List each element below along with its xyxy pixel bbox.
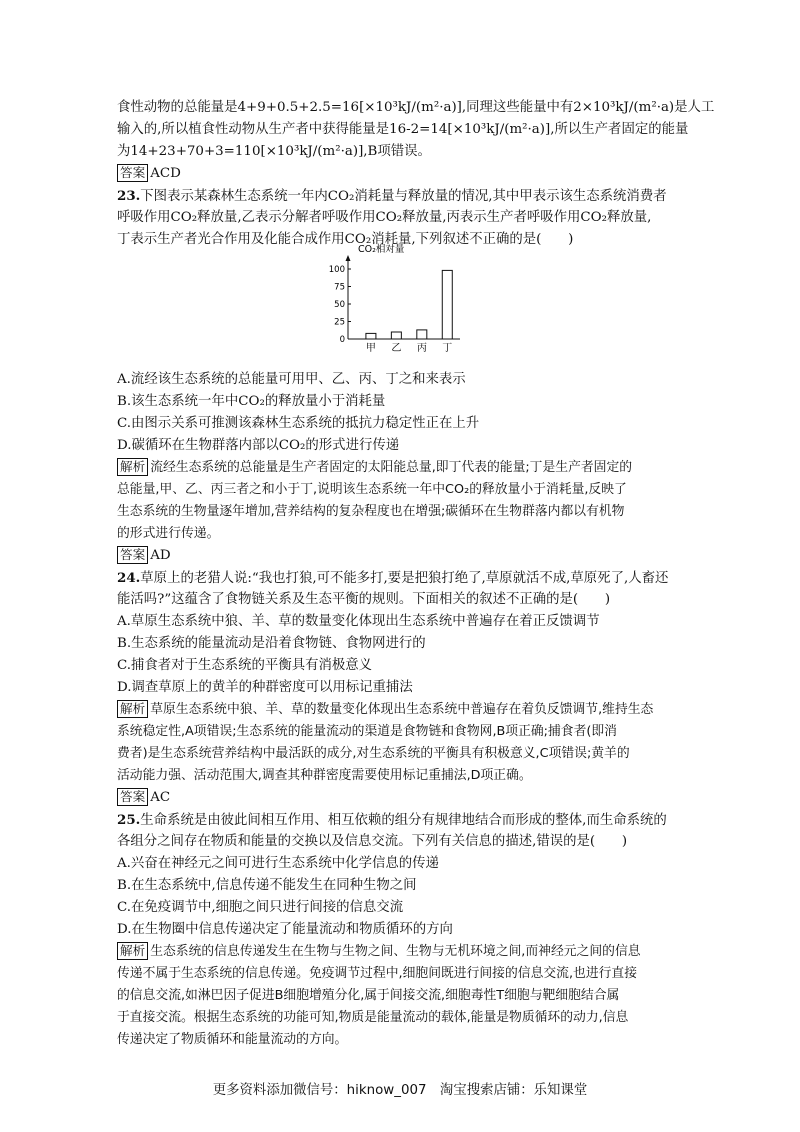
option-a: A.兴奋在神经元之间可进行生态系统中化学信息的传递 xyxy=(117,856,439,871)
answer-tag: 答案 xyxy=(117,546,148,564)
analysis-tag: 解析 xyxy=(117,942,148,960)
option-d: D.碳循环在生物群落内部以CO₂的形式进行传递 xyxy=(117,438,400,453)
x-tick-label: 甲 xyxy=(365,343,376,354)
x-tick-label: 丁 xyxy=(442,343,453,354)
analysis-line: 于直接交流。根据生态系统的功能可知,物质是能量流动的载体,能量是物质循环的动力,信息 xyxy=(117,1010,629,1025)
bar xyxy=(391,332,401,339)
y-tick-label: 50 xyxy=(334,300,345,310)
analysis-line: 的信息交流,如淋巴因子促进B细胞增殖分化,属于间接交流,细胞毒性T细胞与靶细胞结合属 xyxy=(117,988,620,1003)
analysis-text: 流经生态系统的总能量是生产者固定的太阳能总量,即丁代表的能量;丁是生产者固定的 xyxy=(150,460,633,475)
analysis-line: 活动能力强、活动范围大,调查其种群密度需要使用标记重捕法,D项正确。 xyxy=(117,768,532,783)
answer-value: ACD xyxy=(150,166,181,181)
analysis-line xyxy=(117,941,687,963)
question-24-stem xyxy=(117,567,687,590)
answer-tag: 答案 xyxy=(117,788,148,806)
y-tick-label: 25 xyxy=(334,317,345,328)
text-line: 丁表示生产者光合作用及化能合成作用CO₂消耗量,下列叙述不正确的是( ) xyxy=(117,232,574,247)
question-text: 草原上的老猎人说:“我也打狼,可不能多打,要是把狼打绝了,草原就活不成,草原死了,人畜还 xyxy=(140,571,669,586)
analysis-line: 的形式进行传递。 xyxy=(117,526,220,541)
y-tick-label: 100 xyxy=(328,265,345,275)
analysis-text: 生态系统的信息传递发生在生物与生物之间、生物与无机环境之间,而神经元之间的信息 xyxy=(150,944,641,959)
text-line: 各组分之间存在物质和能量的交换以及信息交流。下列有关信息的描述,错误的是( ) xyxy=(117,834,628,849)
answer-tag: 答案 xyxy=(117,164,148,182)
co2-bar-chart xyxy=(328,240,474,360)
option-c: C.由图示关系可推测该森林生态系统的抵抗力稳定性正在上升 xyxy=(117,416,480,431)
bar xyxy=(442,270,452,339)
analysis-line: 传递决定了物质循环和能量流动的方向。 xyxy=(117,1032,348,1047)
option-b: B.生态系统的能量流动是沿着食物链、食物网进行的 xyxy=(117,636,426,651)
y-axis-arrow xyxy=(346,255,351,261)
analysis-tag: 解析 xyxy=(117,700,148,718)
y-tick-label: 75 xyxy=(334,282,345,293)
option-b: B.在生态系统中,信息传递不能发生在同种生物之间 xyxy=(117,878,417,893)
answer-line xyxy=(117,545,687,567)
option-d: D.在生物圈中信息传递决定了能量流动和物质循环的方向 xyxy=(117,922,453,937)
x-tick-label: 乙 xyxy=(391,343,402,354)
option-c: C.捕食者对于生态系统的平衡具有消极意义 xyxy=(117,658,373,673)
analysis-line: 费者)是生态系统营养结构中最活跃的成分,对生态系统的平衡具有积极意义,C项错误;黄羊的 xyxy=(117,746,630,761)
bar xyxy=(417,330,427,339)
analysis-line: 系统稳定性,A项错误;生态系统的能量流动的渠道是食物链和食物网,B项正确;捕食者(即消 xyxy=(117,724,617,739)
question-23-stem xyxy=(117,185,687,208)
analysis-line: 生态系统的生物量逐年增加,营养结构的复杂程度也在增强;碳循环在生物群落内都以有机物 xyxy=(117,504,625,519)
question-number: 23. xyxy=(117,188,141,204)
answer-value: AC xyxy=(150,790,171,805)
option-c: C.在免疫调节中,细胞之间只进行间接的信息交流 xyxy=(117,900,404,915)
question-text: 下图表示某森林生态系统一年内CO₂消耗量与释放量的情况,其中甲表示该生态系统消费者 xyxy=(140,189,667,204)
option-b: B.该生态系统一年中CO₂的释放量小于消耗量 xyxy=(117,394,386,409)
question-number: 24. xyxy=(117,570,141,586)
bar xyxy=(366,333,376,339)
analysis-line: 传递不属于生态系统的信息传递。免疫调节过程中,细胞间既进行间接的信息交流,也进行直接 xyxy=(117,966,638,981)
analysis-tag: 解析 xyxy=(117,458,148,476)
analysis-text: 草原生态系统中狼、羊、草的数量变化体现出生态系统中普遍存在着负反馈调节,维持生态 xyxy=(150,702,654,717)
text-line: 输入的,所以植食性动物从生产者中获得能量是16-2=14[×10³kJ/(m²·a)],所以生产者固定的能量 xyxy=(117,122,689,137)
footer-text: 更多资料添加微信号：hiknow_007 淘宝搜索店铺：乐知课堂 xyxy=(212,1083,588,1098)
answer-value: AD xyxy=(150,548,171,563)
text-line: 食性动物的总能量是4+9+0.5+2.5=16[×10³kJ/(m²·a)],同理这些能量中有2×10³kJ/(m²·a)是人工 xyxy=(117,100,715,115)
analysis-line: 总能量,甲、乙、丙三者之和小于丁,说明该生态系统一年中CO₂的释放量小于消耗量,反映了 xyxy=(117,482,627,497)
analysis-line xyxy=(117,699,687,721)
chart-title: CO₂相对量 xyxy=(358,244,405,255)
text-line: 为14+23+70+3=110[×10³kJ/(m²·a)],B项错误。 xyxy=(117,144,431,159)
answer-line xyxy=(117,163,687,185)
x-tick-label: 丙 xyxy=(416,343,427,354)
text-line: 能活吗?”这蕴含了食物链关系及生态平衡的规则。下面相关的叙述不正确的是( ) xyxy=(117,592,611,607)
question-25-stem xyxy=(117,809,687,832)
option-a: A.草原生态系统中狼、羊、草的数量变化体现出生态系统中普遍存在着正反馈调节 xyxy=(117,614,600,629)
question-number: 25. xyxy=(117,812,141,828)
text-line: 呼吸作用CO₂释放量,乙表示分解者呼吸作用CO₂释放量,丙表示生产者呼吸作用CO₂释放量, xyxy=(117,210,652,225)
analysis-line xyxy=(117,457,687,479)
option-d: D.调查草原上的黄羊的种群密度可以用标记重捕法 xyxy=(117,680,413,695)
option-a: A.流经该生态系统的总能量可用甲、乙、丙、丁之和来表示 xyxy=(117,372,466,387)
answer-line xyxy=(117,787,687,809)
question-text: 生命系统是由彼此间相互作用、相互依赖的组分有规律地结合而形成的整体,而生命系统的 xyxy=(140,813,667,828)
y-tick-label: 0 xyxy=(339,335,345,345)
